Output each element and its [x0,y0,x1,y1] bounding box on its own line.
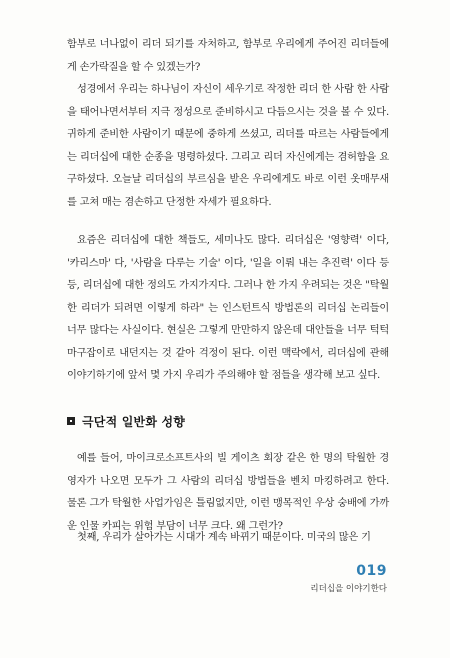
paragraph-5: 첫째, 우리가 살아가는 시대가 계속 바뀌기 때문이다. 미국의 많은 기 [77,532,371,543]
section-heading [67,412,185,430]
square-bullet-icon [67,417,75,425]
running-footer-title: 리더십을 이야기한다 [310,584,387,594]
page-number: 019 [356,563,387,579]
section-heading-text: 극단적 일반화 성향 [82,414,186,429]
paragraph-4: 예를 들어, 마이크로소프트사의 빌 게이츠 회장 같은 한 명의 탁월한 경영자가 나오면 모두가 그 사람의 리더십 방법들을 벤치 마킹하려고 한다. 물론 그가 탁월한 사업가임은 틀림없지만, 이런 맹목적인 우상 숭배에 가까운 인물 카피는 위험 부담이 너무 크다. 왜 그런가? [67,453,389,532]
paragraph-2: 성경에서 우리는 하나님이 자신이 세우기로 작정한 리더 한 사람 한 사람을 태어나면서부터 지극 정성으로 준비하시고 다듬으시는 것을 볼 수 있다. 귀하게 준비한 사람이기 때문에 중하게 쓰셨고, 리더를 따르는 사람들에게는 리더십에 대한 순종을 명령하셨다. 그리고 리더 자신에게는 겸허함을 요구하셨다. 오늘날 리더십의 부르심을 받은 우리에게도 바로 이런 옷매무새를 고쳐 매는 겸손하고 단정한 자세가 필요하다. [67,84,389,208]
paragraph-3: 요즘은 리더십에 대한 책들도, 세미나도 많다. 리더십은 '영향력' 이다, '카리스마' 다, '사람을 다루는 기술' 이다, '일을 이뤄 내는 추진력' 이다 등등, 리더십에 대한 정의도 가지가지다. 그러나 한 가지 우려되는 것은 "탁월한 리더가 되려면 이렇게 하라" 는 인스턴트식 방법론의 리더십 논리들이 너무 많다는 사실이다. 현실은 그렇게 만만하지 않은데 대안들을 너무 턱턱 마구잡이로 내던지는 것 같아 걱정이 된다. 이런 맥락에서, 리더십에 관해 이야기하기에 앞서 몇 가지 우리가 주의해야 할 점들을 생각해 보고 싶다. [67,235,389,381]
paragraph-1: 함부로 너나없이 리더 되기를 자처하고, 함부로 우리에게 주어진 리더들에게 손가락질을 할 수 있겠는가? [67,39,389,73]
